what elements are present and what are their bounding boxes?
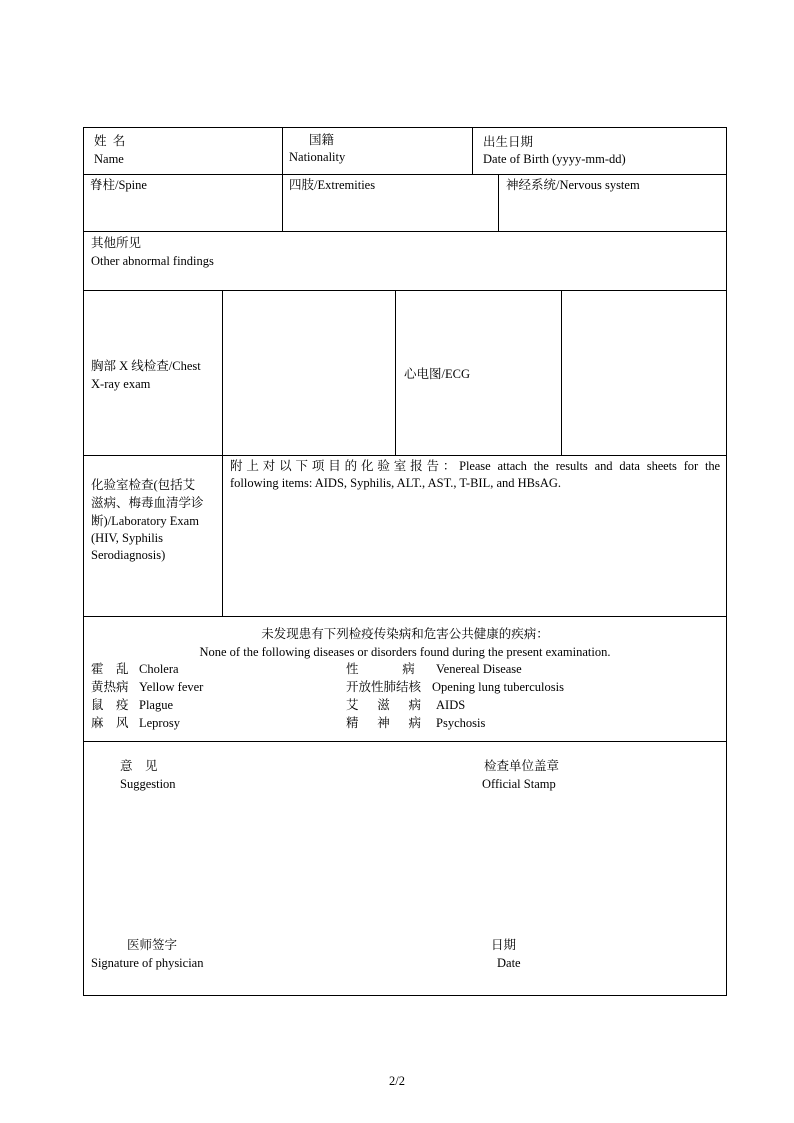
dob-label-cn: 出生日期 (483, 135, 534, 149)
nervous-system-field[interactable] (499, 175, 726, 231)
extremities-field[interactable] (283, 175, 499, 231)
disease-cn: 精 神 病 (346, 716, 422, 730)
date-label-en: Date (497, 956, 521, 970)
ecg-field[interactable] (562, 291, 726, 455)
disease-cn: 黄热病 (91, 680, 129, 694)
diseases-row (84, 617, 726, 742)
suggestion-row[interactable] (84, 742, 726, 995)
lab-label-3: 断)/Laboratory Exam (91, 514, 199, 528)
stamp-label-cn: 检查单位盖章 (484, 759, 560, 773)
nationality-field[interactable] (283, 128, 473, 174)
extremities-label: 四肢/Extremities (289, 178, 376, 192)
disease-en: Opening lung tuberculosis (432, 680, 564, 694)
disease-en: Cholera (139, 662, 179, 676)
chest-xray-label-cell (84, 291, 223, 455)
chest-xray-field[interactable] (223, 291, 396, 455)
ecg-label: 心电图/ECG (404, 367, 470, 381)
lab-results-field[interactable] (223, 456, 726, 616)
disease-en: Leprosy (139, 716, 180, 730)
page-number: 2/2 (389, 1074, 405, 1088)
lab-label-cell (84, 456, 223, 616)
disease-en: Yellow fever (139, 680, 204, 694)
physician-label-en: Signature of physician (91, 956, 204, 970)
disease-en: Venereal Disease (436, 662, 522, 676)
stamp-label-en: Official Stamp (482, 777, 556, 791)
lab-note-line-2: following items: AIDS, Syphilis, ALT., AST., T-BIL, and HBsAG. (230, 476, 562, 490)
other-findings-label-en: Other abnormal findings (91, 254, 214, 268)
chest-ecg-row (84, 291, 726, 456)
physician-label-cn: 医师签字 (127, 938, 178, 952)
identity-row (84, 128, 726, 175)
disease-en: Plague (139, 698, 174, 712)
dob-field[interactable] (473, 128, 726, 174)
health-exam-form (83, 127, 727, 996)
diseases-title-cn: 未发现患有下列检疫传染病和危害公共健康的疾病： (261, 627, 549, 641)
date-label-cn: 日期 (491, 938, 517, 952)
laboratory-row (84, 456, 726, 617)
suggestion-label-cn: 意 见 (120, 759, 158, 773)
diseases-title-en: None of the following diseases or disorders found during the present examination. (199, 645, 611, 659)
spine-label: 脊柱/Spine (90, 178, 147, 192)
lab-label-4: (HIV, Syphilis (91, 531, 164, 545)
disease-cn: 霍 乱 (91, 662, 129, 676)
lab-note-line-1: 附上对以下项目的化验室报告：Please attach the results and data sheets for the (230, 459, 720, 473)
chest-xray-label-2: X-ray exam (91, 377, 151, 391)
dob-label-en: Date of Birth (yyyy-mm-dd) (483, 152, 626, 166)
disease-cn: 麻 风 (91, 716, 129, 730)
other-findings-row[interactable] (84, 232, 726, 291)
disease-en: AIDS (436, 698, 466, 712)
chest-xray-label-1: 胸部 X 线检查/Chest (91, 359, 201, 373)
disease-cn: 艾 滋 病 (346, 698, 422, 712)
lab-label-1: 化验室检查(包括艾 (91, 478, 196, 492)
nervous-label: 神经系统/Nervous system (506, 178, 640, 192)
suggestion-label-en: Suggestion (120, 777, 176, 791)
physical-row (84, 175, 726, 232)
nationality-label-en: Nationality (289, 150, 346, 164)
name-field[interactable] (84, 128, 283, 174)
disease-en: Psychosis (436, 716, 486, 730)
lab-label-2: 滋病、梅毒血清学诊 (91, 496, 204, 510)
nationality-label-cn: 国籍 (309, 133, 335, 147)
spine-field[interactable] (84, 175, 283, 231)
other-findings-label-cn: 其他所见 (91, 236, 142, 250)
disease-cn: 鼠 疫 (91, 698, 129, 712)
lab-label-5: Serodiagnosis) (91, 548, 166, 562)
name-label-cn: 姓 名 (94, 134, 126, 148)
disease-cn: 开放性肺结核 (346, 680, 422, 694)
name-label-en: Name (94, 152, 124, 166)
disease-cn: 性 病 (346, 662, 415, 676)
ecg-label-cell (396, 291, 562, 455)
